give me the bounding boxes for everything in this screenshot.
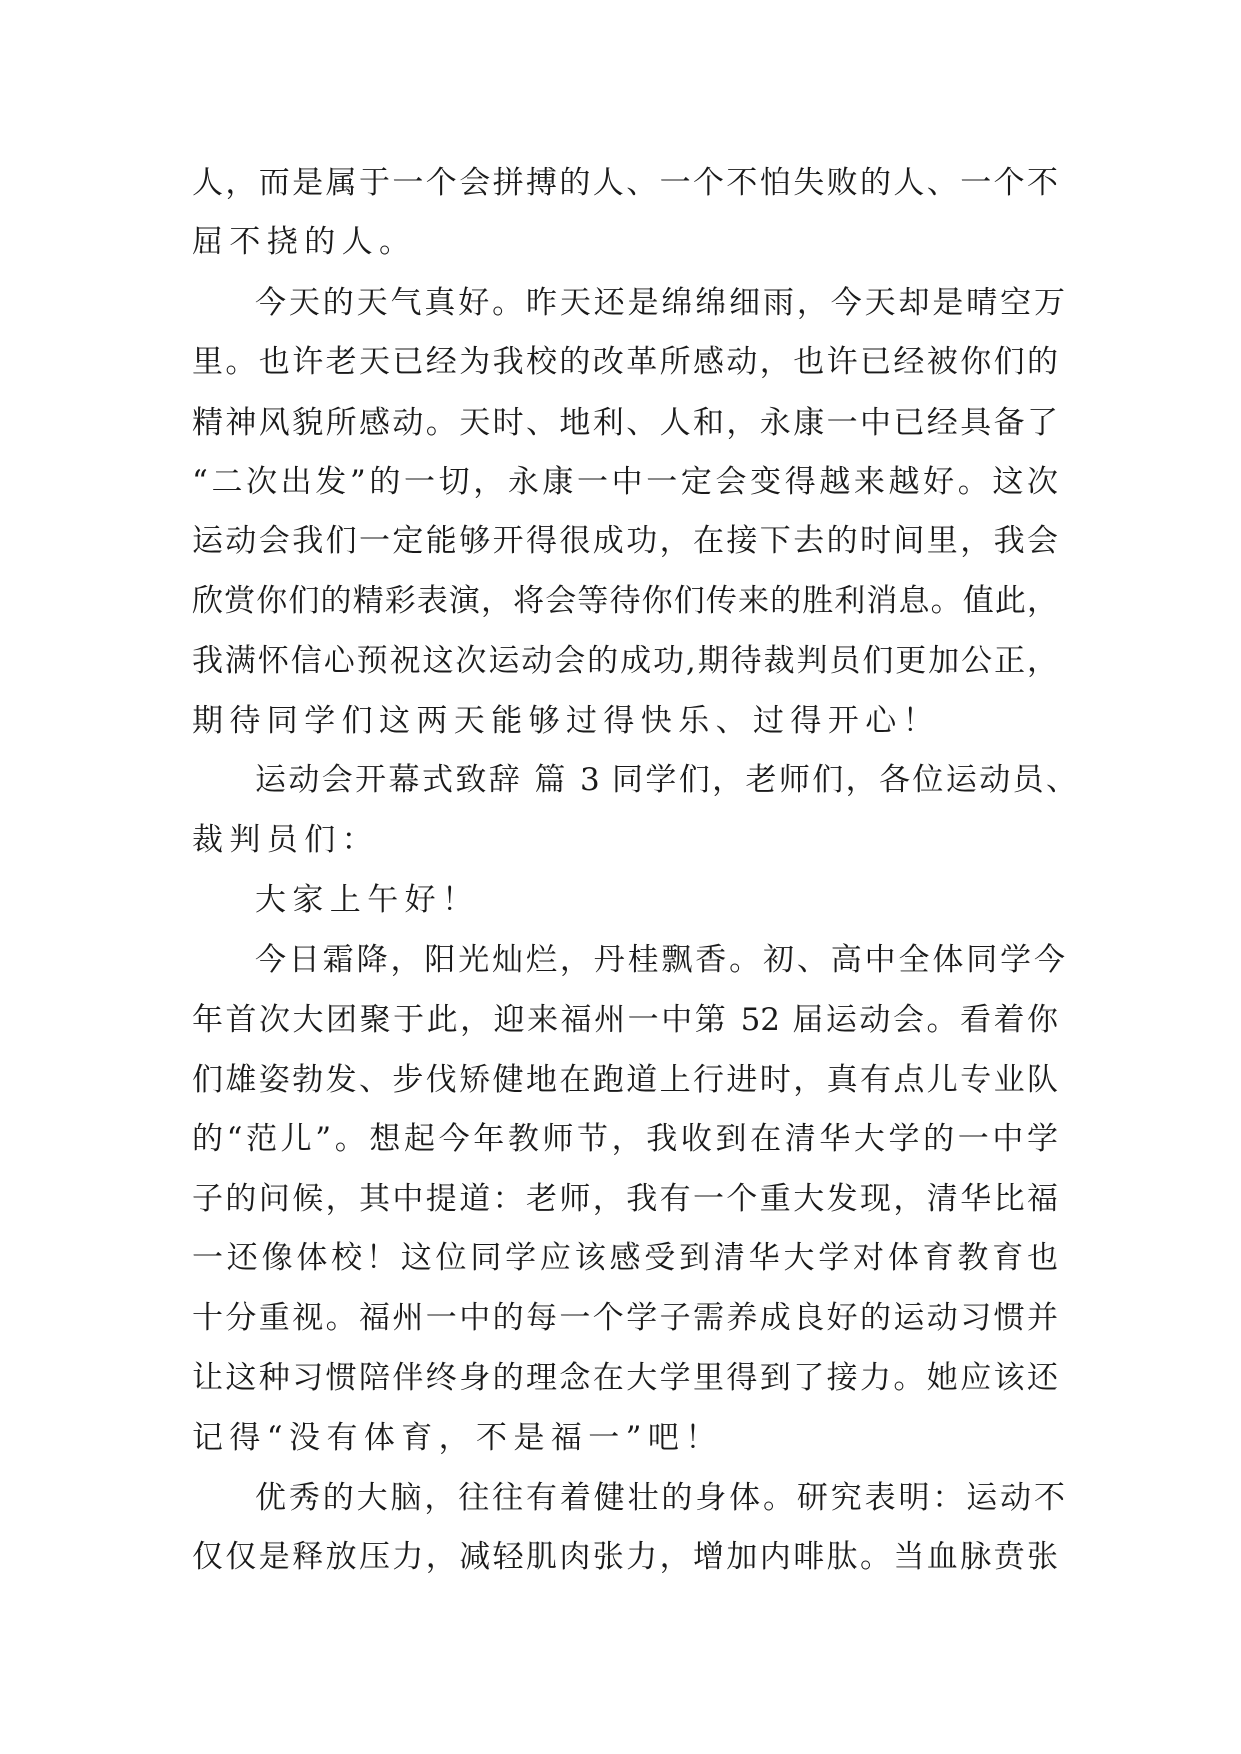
text-line-content: 一还像体校！这位同学应该感受到清华大学对体育教育也 — [192, 1240, 1058, 1276]
text-line — [0, 403, 1241, 443]
text-line-content: 让这种习惯陪伴终身的理念在大学里得到了接力。她应该还 — [192, 1360, 1058, 1396]
text-line-content: “二次出发”的一切，永康一中一定会变得越来越好。这次 — [192, 464, 1058, 500]
text-line — [0, 1298, 1241, 1338]
text-line — [0, 1358, 1241, 1398]
text-line — [0, 641, 1241, 681]
text-line-content: 的“范儿”。想起今年教师节，我收到在清华大学的一中学 — [192, 1121, 1058, 1157]
text-line — [0, 1119, 1241, 1159]
paragraph-first-line — [0, 1478, 1241, 1518]
text-line — [0, 342, 1241, 382]
greeting-line — [0, 880, 1241, 920]
text-line-content: 十分重视。福州一中的每一个学子需养成良好的运动习惯并 — [192, 1300, 1058, 1336]
text-line — [0, 1060, 1241, 1100]
text-line — [0, 581, 1241, 621]
text-line-content: 优秀的大脑，往往有着健壮的身体。研究表明：运动不 — [255, 1480, 1065, 1516]
text-line-content: 运动会我们一定能够开得很成功，在接下去的时间里，我会 — [192, 523, 1058, 559]
text-line — [0, 1418, 1241, 1458]
text-line — [0, 701, 1241, 741]
section-heading-line — [0, 760, 1241, 800]
text-line — [0, 462, 1241, 502]
paragraph-first-line — [0, 283, 1241, 323]
text-line-content: 屈不挠的人。 — [192, 224, 417, 260]
text-line — [0, 163, 1241, 203]
text-line — [0, 1537, 1241, 1577]
text-line-content: 大家上午好！ — [255, 882, 480, 918]
text-line — [0, 1179, 1241, 1219]
paragraph-first-line — [0, 940, 1241, 980]
text-line-content: 欣赏你们的精彩表演，将会等待你们传来的胜利消息。值此， — [192, 583, 1058, 619]
text-line — [0, 1238, 1241, 1278]
text-line-content: 们雄姿勃发、步伐矫健地在跑道上行进时，真有点儿专业队 — [192, 1062, 1058, 1098]
text-line-content: 我满怀信心预祝这次运动会的成功,期待裁判员们更加公正， — [192, 643, 1058, 679]
text-line-content: 今天的天气真好。昨天还是绵绵细雨，今天却是晴空万 — [255, 285, 1065, 321]
text-line — [0, 521, 1241, 561]
text-line-content: 今日霜降，阳光灿烂，丹桂飘香。初、高中全体同学今 — [255, 942, 1065, 978]
text-line-content: 人，而是属于一个会拼搏的人、一个不怕失败的人、一个不 — [192, 165, 1058, 201]
text-line-content: 裁判员们： — [192, 822, 379, 858]
text-line — [0, 1000, 1241, 1040]
text-line-content: 里。也许老天已经为我校的改革所感动，也许已经被你们的 — [192, 344, 1058, 380]
text-line-content: 精神风貌所感动。天时、地利、人和，永康一中已经具备了 — [192, 405, 1058, 441]
text-line-content: 仅仅是释放压力，减轻肌肉张力，增加内啡肽。当血脉贲张 — [192, 1539, 1058, 1575]
text-line-content: 运动会开幕式致辞 篇 3 同学们，老师们，各位运动员、 — [255, 762, 1077, 798]
text-line — [0, 222, 1241, 262]
text-line-content: 年首次大团聚于此，迎来福州一中第 52 届运动会。看着你 — [192, 1002, 1058, 1038]
text-line-content: 期待同学们这两天能够过得快乐、过得开心！ — [192, 703, 940, 739]
text-line-content: 子的问候，其中提道：老师，我有一个重大发现，清华比福 — [192, 1181, 1058, 1217]
text-line-content: 记得“没有体育，不是福一”吧！ — [192, 1420, 723, 1456]
text-line — [0, 820, 1241, 860]
